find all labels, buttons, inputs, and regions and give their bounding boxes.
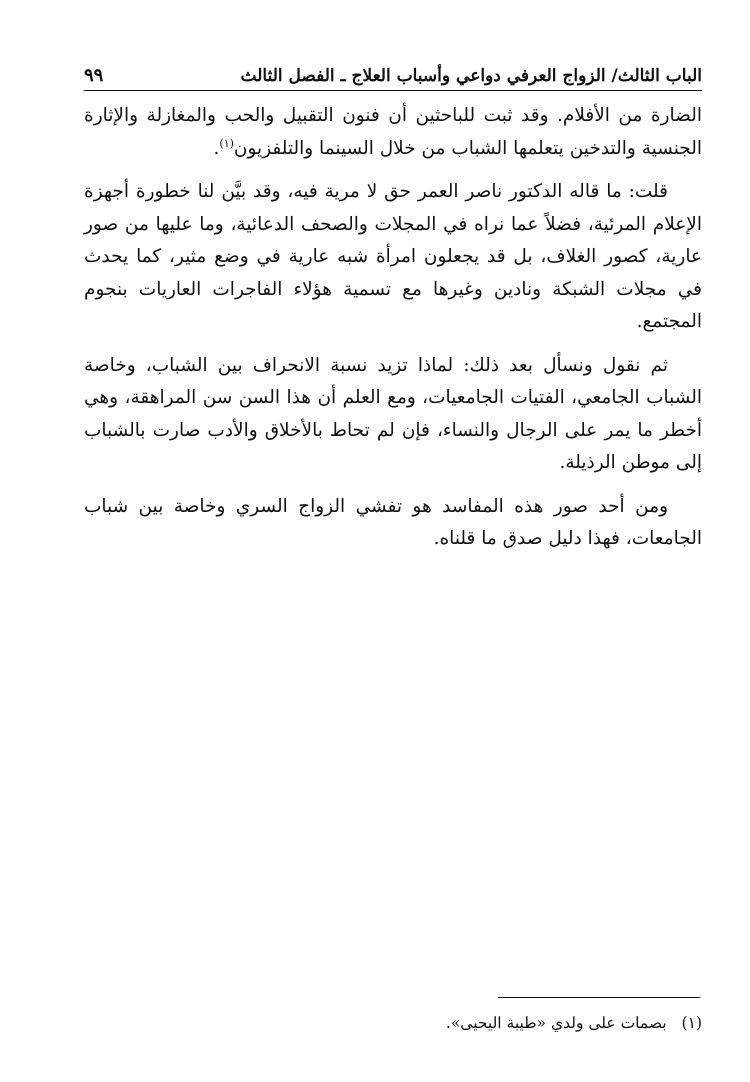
paragraph <box>84 100 702 165</box>
body-text <box>84 100 702 567</box>
footnote-number: (١) <box>681 1014 702 1032</box>
paragraph: ومن أحد صور هذه المفاسد هو تفشي الزواج السري وخاصة بين شباب الجامعات، فهذا دليل صدق ما قلناه. <box>84 495 702 549</box>
header-rule <box>84 90 702 91</box>
footnote-reference[interactable]: (١) <box>219 136 234 150</box>
page-number: ٩٩ <box>84 65 104 86</box>
footnote-rule <box>498 997 700 998</box>
paragraph: ثم نقول ونسأل بعد ذلك: لماذا تزيد نسبة الانحراف بين الشباب، وخاصة الشباب الجامعي، الفتيات الجامعيات، ومع العلم أن هذا السن سن المراهقة، وهي أخطر ما يمر على الرجال والنساء، فإن لم تحاط بالأخلاق والأدب صارت بالشباب إلى موطن الرذيلة. <box>84 354 702 473</box>
footnote-text: بصمات على ولدي «طيبة اليحيى». <box>445 1014 667 1032</box>
footnote <box>84 1010 702 1036</box>
paragraph-end-mark: . <box>213 137 220 159</box>
paragraph: قلت: ما قاله الدكتور ناصر العمر حق لا مرية فيه، وقد بيَّن لنا خطورة أجهزة الإعلام المرئية، فضلاً عما نراه في المجلات والصحف الدعائية، وما عليها من صور عارية، كصور الغلاف، بل قد يجعلون امرأة شبه عارية في وضع مثير، كما يحدث في مجلات الشبكة ونادين وغيرها مع تسمية هؤلاء الفاجرات العاريات بنجوم المجتمع. <box>84 181 702 332</box>
paragraph-text: الضارة من الأفلام. وقد ثبت للباحثين أن فنون التقبيل والحب والمغازلة والإثارة الجنسية والتدخين يتعلمها الشباب من خلال السينما والتلفزيون <box>84 105 702 159</box>
chapter-title: الباب الثالث/ الزواج العرفي دواعي وأسباب العلاج ـ الفصل الثالث <box>240 66 702 86</box>
running-header <box>84 56 702 86</box>
